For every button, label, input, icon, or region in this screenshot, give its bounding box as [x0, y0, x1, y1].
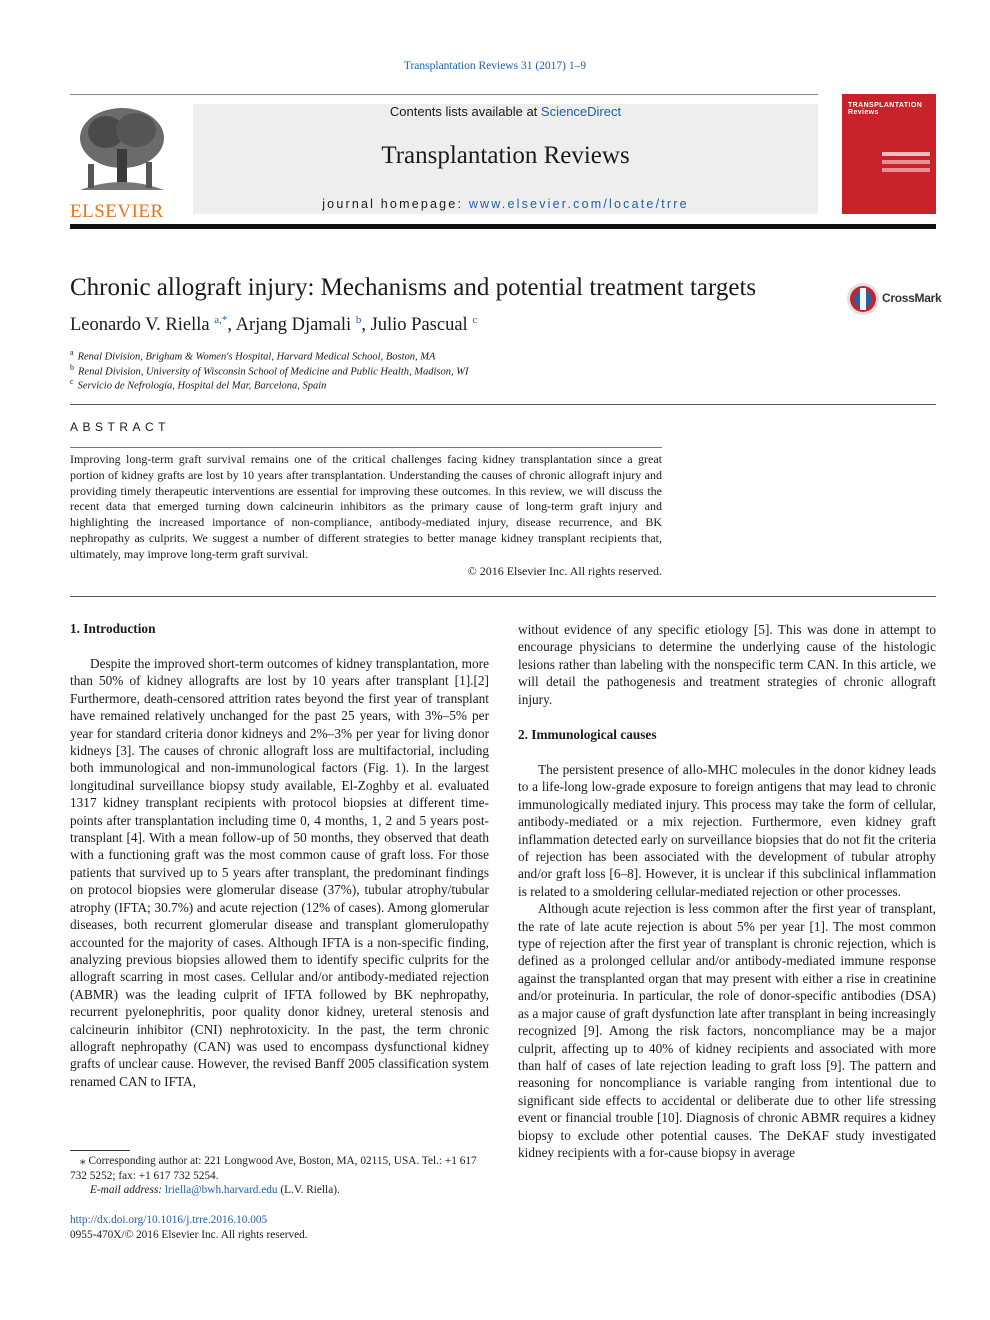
- intro-continuation-paragraph: without evidence of any specific etiology [5]. This was done in attempt to encourage physicians to determine the underlying cause of the histologic lesions rather than labeling with the nonspecific term CAN. In this article, we will detail the pathogenesis and treatment strategies of chronic allograft injury.: [518, 622, 936, 707]
- author-affiliation-marker[interactable]: c: [472, 314, 478, 326]
- abstract-body: Improving long-term graft survival remains one of the critical challenges facing kidney transplantation since a great portion of kidney grafts are lost by 10 years after transplantation. Understanding the causes of chronic allograft injury and providing timely therapeutic interventions are essential for improving these outcomes. In this review, we will discuss the recent data that emerged turning down calcineurin inhibitors as the primary cause of long-term graft injury and highlighting the increased importance of non-compliance, antibody-mediated injury, disease recurrence, and BK nephropathy as culprits. We suggest a number of different strategies to better manage kidney transplant recipients that, ultimately, may improve long-term graft survival.: [70, 452, 662, 561]
- sciencedirect-link[interactable]: ScienceDirect: [540, 104, 622, 119]
- header-thick-rule: [70, 224, 936, 229]
- cover-line: [882, 160, 930, 164]
- contents-prefix: Contents lists available at: [389, 104, 541, 119]
- cover-line: [882, 168, 930, 172]
- email-label: E-mail address:: [90, 1184, 165, 1197]
- right-column-continuation: [518, 621, 936, 708]
- footnote-star: ⁎: [80, 1155, 86, 1167]
- journal-homepage: [193, 197, 818, 211]
- corresponding-author-footnote: [70, 1154, 489, 1198]
- affiliation-text: Renal Division, Brigham & Women's Hospital, Harvard Medical School, Boston, MA: [77, 351, 436, 363]
- homepage-prefix: journal homepage:: [322, 197, 469, 211]
- abstract-heading: ABSTRACT: [70, 420, 171, 434]
- affiliation-rule: [70, 404, 936, 405]
- author-name: Julio Pascual: [370, 315, 468, 336]
- email-suffix: (L.V. Riella).: [277, 1184, 340, 1197]
- article-title: Chronic allograft injury: Mechanisms and potential treatment targets: [70, 274, 757, 301]
- journal-citation[interactable]: Transplantation Reviews 31 (2017) 1–9: [403, 60, 587, 72]
- doi-link[interactable]: http://dx.doi.org/10.1016/j.trre.2016.10.005: [70, 1214, 268, 1226]
- abstract-copyright: © 2016 Elsevier Inc. All rights reserved.: [467, 564, 662, 578]
- affiliation-marker: a: [70, 348, 74, 357]
- contents-line: [193, 104, 818, 119]
- abstract-rule: [70, 447, 662, 448]
- intro-paragraph: Despite the improved short-term outcomes of kidney transplantation, more than 50% of kidney allografts are lost by 10 years after transplant [1].[2] Furthermore, death-censored attrition rates beyond the first year of transplant have remained relatively unchanged for the past 25 years, with 3%–5% per year for standard criteria donor kidneys and 2%–3% per year for living donor kidneys [3]. The causes of chronic allograft loss are multifactorial, including both immunological and non-immunological factors (Fig. 1). In the largest longitudinal surveillance biopsy study available, El-Zoghby et al. evaluated 1317 kidney transplant recipients with protocol biopsies at different time-points after transplantation including time 0, 4 months, 1, 2 and 5 years post-transplant [4]. With a mean follow-up of 50 months, they observed that death with a functioning graft was the most common cause of graft loss. For those patients that survived up to 5 years after transplant, the predominant findings on protocol biopsies were glomerular disease (37%), tubular atrophy/tubular atrophy (IFTA; 30.7%) and acute rejection (12% of cases). Among glomerular diseases, both recurrent glomerular disease and transplant glomerulopathy accounted for the majority of cases. Although IFTA is a non-specific finding, analyzing previous biopsies allowed them to identify specific culprits for the allograft scarring in most cases. Cellular and/or antibody-mediated rejection (ABMR) was the leading culprit of IFTA followed by BK nephropathy, recurrent pyelonephritis, poor quality donor kidney, ureteral stenosis and calcineurin inhibitor (CNI) nephrotoxicity. In the past, the term chronic allograft nephropathy (CAN) was used to encompass dysfunctional kidney grafts of unclear cause. However, the revised Banff 2005 classification system renamed CAN to IFTA,: [70, 656, 489, 1089]
- elsevier-logo[interactable]: [70, 104, 172, 222]
- header-rule: [70, 94, 818, 95]
- affiliation: [70, 363, 468, 378]
- cover-line: [882, 152, 930, 156]
- elsevier-wordmark: ELSEVIER: [70, 201, 164, 222]
- crossmark-label[interactable]: CrossMark: [882, 291, 942, 305]
- homepage-link[interactable]: www.elsevier.com/locate/trre: [468, 197, 689, 211]
- affiliation-text: Servicio de Nefrología, Hospital del Mar, Barcelona, Spain: [77, 380, 327, 392]
- section-heading-immunological: 2. Immunological causes: [518, 727, 657, 742]
- footnote-rule: [70, 1150, 130, 1151]
- email-link[interactable]: lriella@bwh.harvard.edu: [164, 1184, 278, 1197]
- section-heading-introduction: 1. Introduction: [70, 621, 156, 636]
- author-separator: ,: [227, 315, 236, 336]
- affiliation-marker: c: [70, 377, 74, 386]
- crossmark-icon: [846, 282, 880, 316]
- cover-title: TRANSPLANTATION Reviews: [848, 102, 923, 116]
- abstract-bottom-rule: [70, 596, 936, 597]
- corresponding-author-text: Corresponding author at: 221 Longwood Ave, Boston, MA, 02115, USA. Tel.: +1 617 732 5252; fax: +1 617 732 5254.: [70, 1155, 477, 1182]
- right-column-immunological: [518, 761, 936, 1161]
- immunological-paragraph: The persistent presence of allo-MHC molecules in the donor kidney leads to a life-long low-grade exposure to foreign antigens that may lead to chronic immunologically mediated injury. This process may take the form of cellular, antibody-mediated or a mix rejection. Furthermore, even kidney graft inflammation detected early on surveillance biopsies that do not fit the criteria of rejection has been associated with the development of tubular atrophy and/or graft loss [6–8]. However, it is unclear if this subclinical inflammation is related to a smoldering cellular-mediated rejection or other processes.: [518, 762, 936, 899]
- elsevier-tree-icon: [70, 104, 172, 196]
- author-list: [70, 314, 477, 336]
- affiliation-marker: b: [70, 363, 74, 372]
- affiliation: [70, 348, 435, 363]
- journal-cover-thumbnail[interactable]: [842, 94, 936, 214]
- immunological-paragraph: Although acute rejection is less common after the first year of transplant, the rate of late acute rejection is about 5% per year [1]. The most common type of rejection after the first year of transplant is chronic rejection, which is defined as a prolonged cellular and/or antibody-mediated immune response against the transplanted organ that may present with either a rise in creatinine and/or proteinuria. In particular, the role of donor-specific antibodies (DSA) as a major cause of graft dysfunction late after transplant in being increasingly recognized [9]. Among the risk factors, noncompliance may be a major culprit, affecting up to 40% of kidney recipients and associated with more than half of cases of late rejection leading to graft loss [9]. The pattern and reasoning for noncompliance is variable ranging from intentional due to significant side effects to accidental or deliberate due to other life stressing event or financial trouble [10]. Diagnosis of chronic ABMR requires a kidney biopsy to exclude other potential causes. The DeKAF study investigated kidney recipients with a for-cause biopsy in average: [518, 901, 936, 1160]
- author-affiliation-marker[interactable]: b: [355, 314, 362, 326]
- author-name: Leonardo V. Riella: [70, 315, 210, 336]
- author-separator: ,: [361, 315, 371, 336]
- affiliation: [70, 377, 326, 392]
- issn-copyright: 0955-470X/© 2016 Elsevier Inc. All rights reserved.: [70, 1229, 308, 1241]
- affiliation-text: Renal Division, University of Wisconsin School of Medicine and Public Health, Madison, WI: [78, 366, 469, 378]
- left-column: [70, 655, 489, 1090]
- author-name: Arjang Djamali: [235, 315, 352, 336]
- author-affiliation-marker[interactable]: a,*: [214, 314, 228, 326]
- journal-name: Transplantation Reviews: [381, 142, 630, 169]
